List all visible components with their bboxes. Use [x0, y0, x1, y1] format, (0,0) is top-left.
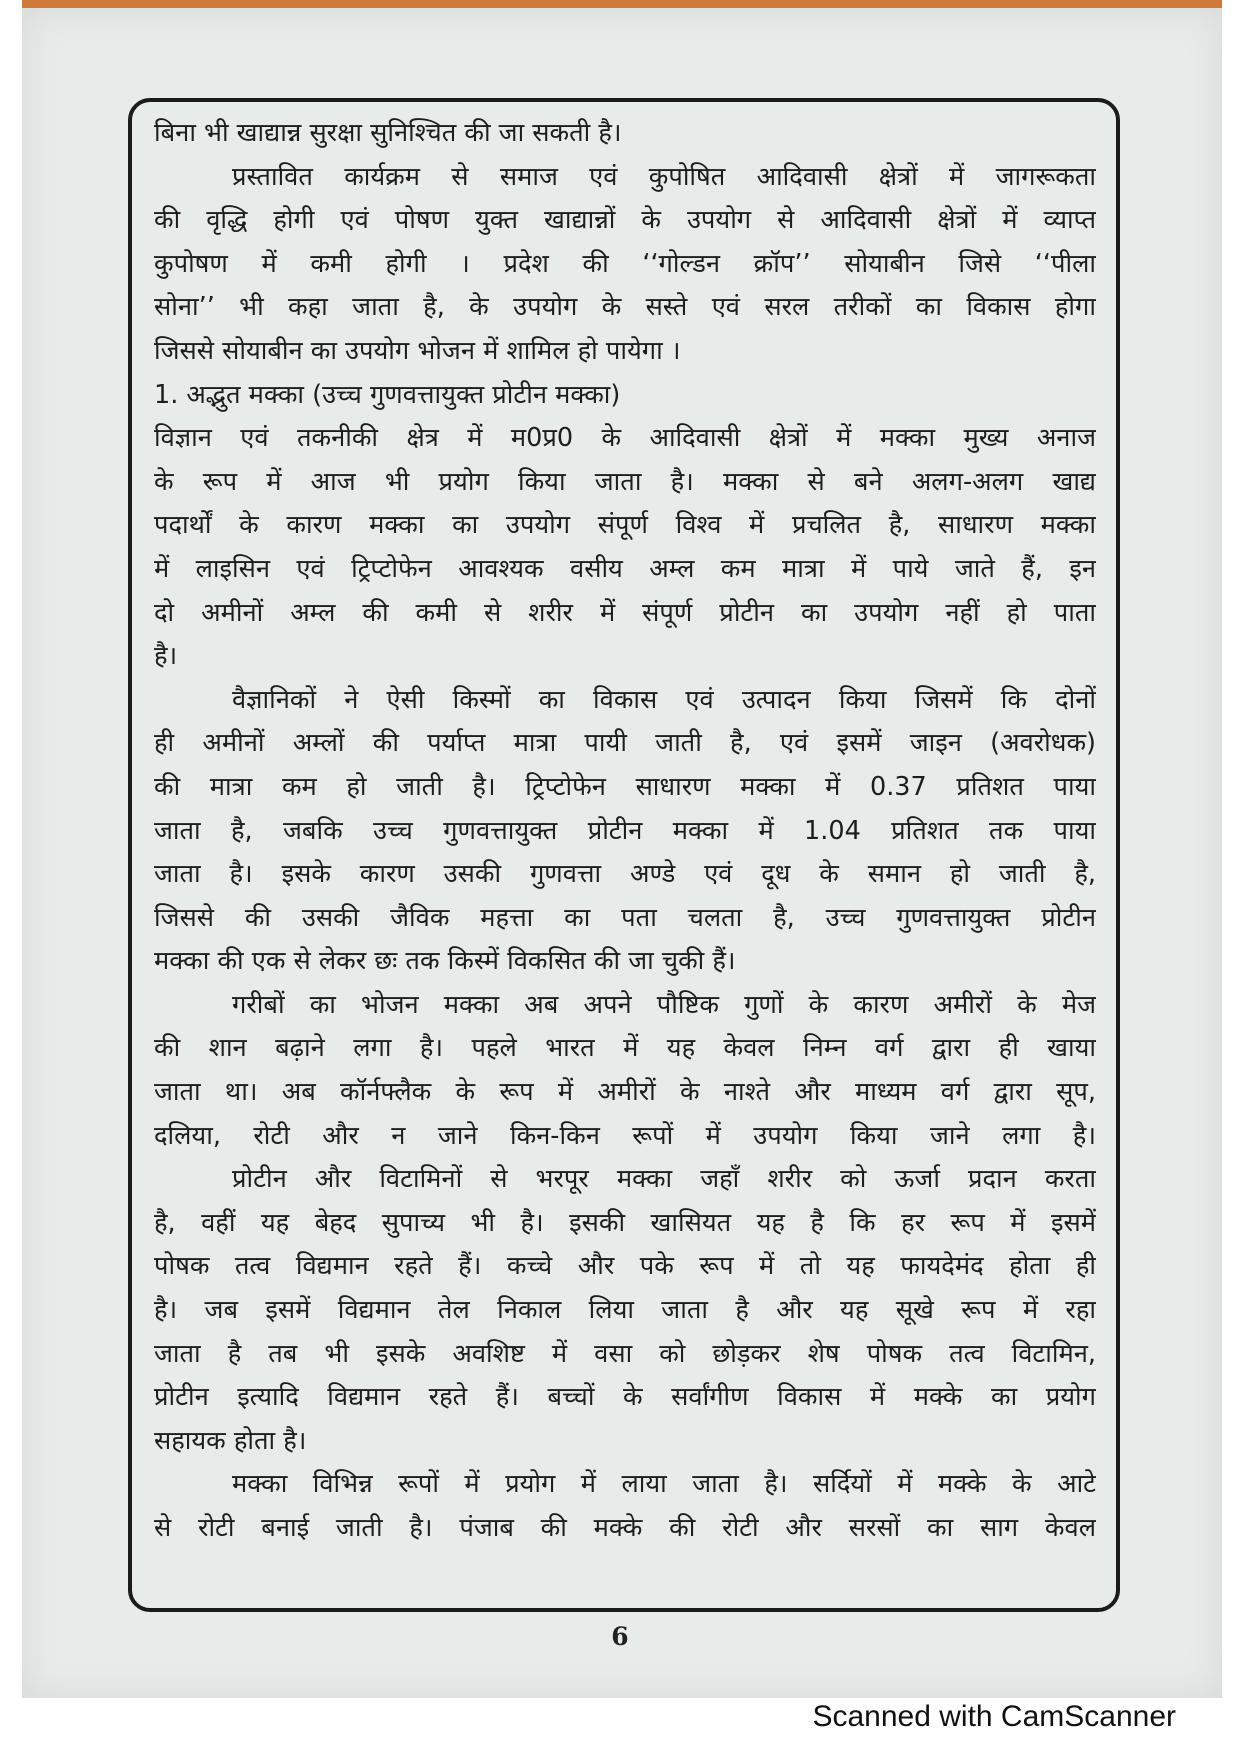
text-line: दो अमीनों अम्ल की कमी से शरीर में संपूर्ण प्रोटीन का उपयोग नहीं हो पाता [154, 597, 1096, 628]
text-line: है। [154, 641, 178, 672]
text-line: सहायक होता है। [154, 1425, 307, 1456]
text-line: गरीबों का भोजन मक्का अब अपने पौष्टिक गुणों के कारण अमीरों के मेज [232, 989, 1096, 1020]
text-line: की शान बढ़ाने लगा है। पहले भारत में यह केवल निम्न वर्ग द्वारा ही खाया [154, 1033, 1096, 1064]
page-top-edge [22, 0, 1222, 8]
text-line: के रूप में आज भी प्रयोग किया जाता है। मक्का से बने अलग-अलग खाद्य [154, 466, 1096, 497]
text-line: पदार्थों के कारण मक्का का उपयोग संपूर्ण विश्व में प्रचलित है, साधारण मक्का [154, 510, 1096, 541]
text-line: मक्का विभिन्न रूपों में प्रयोग में लाया जाता है। सर्दियों में मक्के के आटे [232, 1469, 1096, 1500]
text-line: जाता है। इसके कारण उसकी गुणवत्ता अण्डे एवं दूध के समान हो जाती है, [154, 859, 1096, 890]
text-line: जाता है तब भी इसके अवशिष्ट में वसा को छोड़कर शेष पोषक तत्व विटामिन, [154, 1338, 1096, 1369]
text-line: है, वहीं यह बेहद सुपाच्य भी है। इसकी खासियत यह है कि हर रूप में इसमें [154, 1207, 1096, 1238]
text-frame [128, 98, 1120, 1612]
text-line: प्रोटीन इत्यादि विद्यमान रहते हैं। बच्चों के सर्वांगीण विकास में मक्के का प्रयोग [154, 1382, 1096, 1413]
text-line: की वृद्धि होगी एवं पोषण युक्त खाद्यान्नों के उपयोग से आदिवासी क्षेत्रों में व्याप्त [154, 205, 1096, 236]
section-heading: 1. अद्भुत मक्का (उच्च गुणवत्तायुक्त प्रोटीन मक्का) [154, 379, 621, 410]
text-line: ही अमीनों अम्लों की पर्याप्त मात्रा पायी जाती है, एवं इसमें जाइन (अवरोधक) [154, 728, 1096, 759]
text-line: प्रस्तावित कार्यक्रम से समाज एवं कुपोषित आदिवासी क्षेत्रों में जागरूकता [232, 161, 1096, 192]
text-line: से रोटी बनाई जाती है। पंजाब की मक्के की रोटी और सरसों का साग केवल [154, 1513, 1096, 1543]
text-line: विज्ञान एवं तकनीकी क्षेत्र में म0प्र0 के आदिवासी क्षेत्रों में मक्का मुख्य अनाज [154, 423, 1096, 454]
text-line: मक्का की एक से लेकर छः तक किस्में विकसित की जा चुकी हैं। [154, 946, 736, 977]
text-line: में लाइसिन एवं ट्रिप्टोफेन आवश्यक वसीय अम्ल कम मात्रा में पाये जाते हैं, इन [154, 553, 1096, 584]
text-line: जाता था। अब कॉर्नफ्लैक के रूप में अमीरों के नाश्ते और माध्यम वर्ग द्वारा सूप, [154, 1077, 1096, 1108]
text-line: बिना भी खाद्यान्न सुरक्षा सुनिश्चित की जा सकती है। [154, 118, 622, 148]
text-line: जिससे सोयाबीन का उपयोग भोजन में शामिल हो पायेगा । [154, 335, 681, 366]
text-line: कुपोषण में कमी होगी । प्रदेश की ‘‘गोल्डन क्रॉप’’ सोयाबीन जिसे ‘‘पीला [154, 248, 1096, 279]
text-line: है। जब इसमें विद्यमान तेल निकाल लिया जाता है और यह सूखे रूप में रहा [154, 1295, 1096, 1326]
page-number: 6 [611, 1622, 629, 1651]
camscanner-watermark: Scanned with CamScanner [812, 1700, 1176, 1733]
text-line: वैज्ञानिकों ने ऐसी किस्मों का विकास एवं उत्पादन किया जिसमें कि दोनों [232, 684, 1096, 715]
text-line: जाता है, जबकि उच्च गुणवत्तायुक्त प्रोटीन मक्का में 1.04 प्रतिशत तक पाया [154, 815, 1096, 846]
text-line: सोना’’ भी कहा जाता है, के उपयोग के सस्ते एवं सरल तरीकों का विकास होगा [154, 292, 1096, 323]
text-line: पोषक तत्व विद्यमान रहते हैं। कच्चे और पके रूप में तो यह फायदेमंद होता ही [154, 1251, 1096, 1282]
text-line: की मात्रा कम हो जाती है। ट्रिप्टोफेन साधारण मक्का में 0.37 प्रतिशत पाया [154, 771, 1096, 802]
text-line: दलिया, रोटी और न जाने किन-किन रूपों में उपयोग किया जाने लगा है। [154, 1120, 1096, 1151]
text-line: प्रोटीन और विटामिनों से भरपूर मक्का जहाँ शरीर को ऊर्जा प्रदान करता [232, 1164, 1096, 1195]
text-line: जिससे की उसकी जैविक महत्ता का पता चलता है, उच्च गुणवत्तायुक्त प्रोटीन [154, 902, 1096, 933]
